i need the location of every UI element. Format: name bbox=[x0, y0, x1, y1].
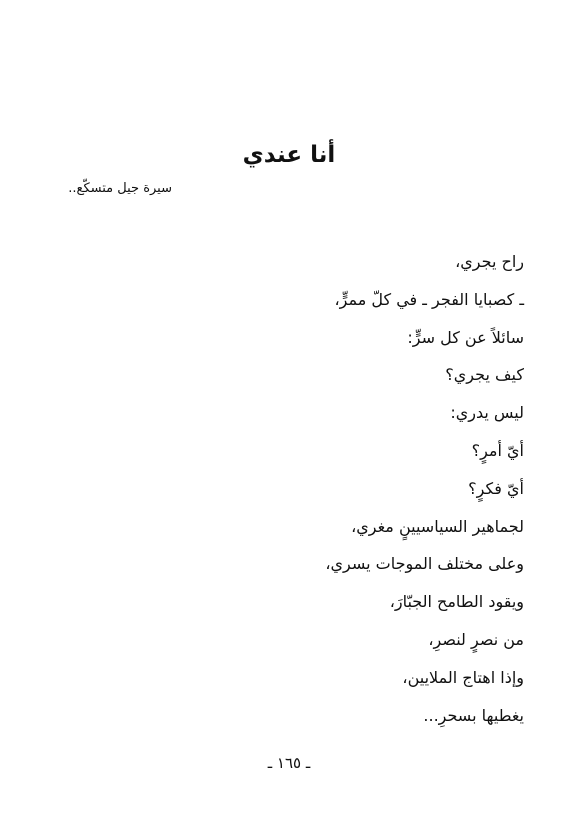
poem-subtitle: سيرة جيل متسكّع.. bbox=[68, 181, 172, 196]
poem-line: وعلى مختلف الموجات يسري، bbox=[325, 554, 524, 574]
poem-line: ليس يدري: bbox=[450, 403, 524, 423]
poem-line: أيّ أمرٍ؟ bbox=[471, 440, 524, 460]
poem-body bbox=[204, 243, 524, 734]
poem-line: كيف يجري؟ bbox=[445, 365, 524, 385]
poem-line: يغطيها بسحرِ... bbox=[423, 705, 524, 725]
poem-line: ويقود الطامح الجبّارَ، bbox=[389, 592, 524, 612]
poem-line: من نصرٍ لنصرِ، bbox=[428, 629, 524, 649]
poem-title: أنا عندي bbox=[242, 142, 336, 168]
poem-line: راح يجري، bbox=[455, 252, 524, 271]
page-number: ـ ١٦٥ ـ bbox=[267, 754, 311, 772]
poem-line: وإذا اهتاج الملايين، bbox=[402, 667, 524, 687]
poem-line: أيّ فكرٍ؟ bbox=[468, 478, 524, 498]
poem-line: ـ كصبايا الفجر ـ في كلّ ممرٍّ، bbox=[334, 289, 524, 309]
poem-line: سائلاً عن كل سرٍّ: bbox=[407, 327, 524, 347]
poem-line: لجماهير السياسيينٍ مغري، bbox=[351, 516, 524, 536]
